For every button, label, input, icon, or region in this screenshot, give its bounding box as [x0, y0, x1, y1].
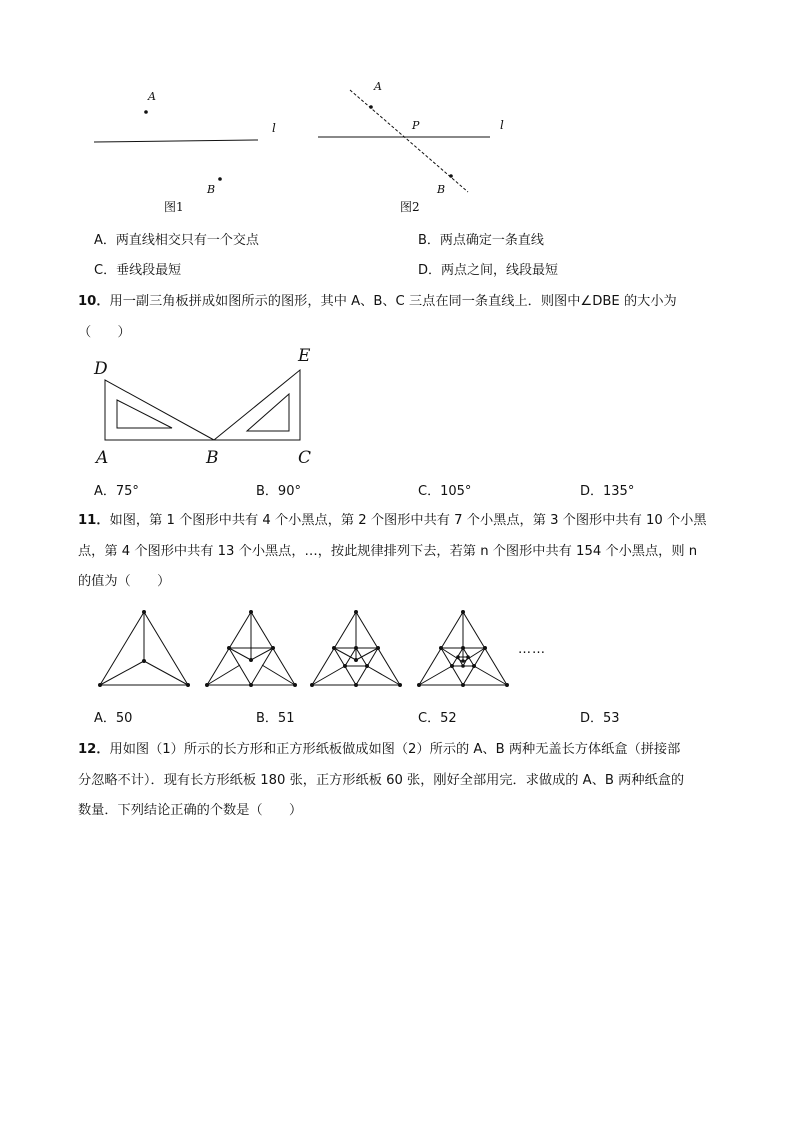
fig1-label-b: B: [207, 183, 216, 196]
q11-stem-1: 如图，第 1 个图形中共有 4 个小黑点，第 2 个图形中共有 7 个小黑点，第 3 个图形中共有 10 个小黑: [109, 513, 707, 528]
fig1-label-a: A: [148, 90, 156, 103]
q12-stem-1: 用如图（1）所示的长方形和正方形纸板做成如图（2）所示的 A、B 两种无盖长方体纸盒（拼接部: [109, 742, 681, 757]
q10-number: 10．: [78, 294, 110, 309]
fig2-label-a: A: [374, 80, 382, 93]
q10-label-c: C: [298, 448, 312, 468]
q12-number: 12．: [78, 742, 110, 757]
q11-ellipsis: ……: [518, 642, 546, 657]
fig2-label-b: B: [437, 183, 446, 196]
q10-option-c: C．105°: [418, 484, 472, 499]
q11-number: 11．: [78, 513, 110, 528]
q10-answer-blank: （ ）: [78, 325, 131, 340]
fig1-label-l: l: [272, 121, 276, 135]
q12-text-line-3: [78, 799, 302, 818]
q11-stem-2: 点，第 4 个图形中共有 13 个小黑点，…，按此规律排列下去，若第 n 个图形中共有 154 个小黑点，则 n: [78, 544, 698, 559]
q11-figure-2: [207, 612, 295, 685]
q12-text-line-1: [78, 738, 680, 757]
q11-option-c: C．52: [418, 711, 457, 726]
q11-option-d: D．53: [580, 711, 620, 726]
q11-stem-3: 的值为（ ）: [78, 574, 171, 589]
q9-option-b: B．两点确定一条直线: [418, 233, 544, 248]
fig2-label-l: l: [500, 118, 504, 132]
q11-option-b: B．51: [256, 711, 295, 726]
q9-option-c: C．垂线段最短: [94, 263, 182, 278]
fig1-caption: 图1: [164, 200, 184, 214]
fig2-caption: 图2: [400, 200, 420, 214]
fig2-label-p: P: [412, 119, 420, 132]
q10-option-b: B．90°: [256, 484, 301, 499]
q9-option-a: A．两直线相交只有一个交点: [94, 233, 259, 248]
q9-option-d: D．两点之间，线段最短: [418, 263, 559, 278]
q10-stem: 用一副三角板拼成如图所示的图形，其中 A、B、C 三点在同一条直线上．则图中∠DBE 的大小为: [109, 294, 677, 309]
q11-option-a: A．50: [94, 711, 133, 726]
q12-stem-3: 数量．下列结论正确的个数是（ ）: [78, 803, 303, 818]
q11-figure-1: [100, 612, 188, 685]
q10-label-d: D: [94, 359, 108, 379]
q12-text-line-2: [78, 769, 684, 788]
q10-label-b: B: [206, 448, 219, 468]
q12-stem-2: 分忽略不计）．现有长方形纸板 180 张，正方形纸板 60 张，刚好全部用完．求做成的 A、B 两种纸盒的: [78, 773, 685, 788]
q10-label-a: A: [96, 448, 109, 468]
q10-option-d: D．135°: [580, 484, 635, 499]
q10-label-e: E: [298, 346, 311, 366]
q10-option-a: A．75°: [94, 484, 139, 499]
